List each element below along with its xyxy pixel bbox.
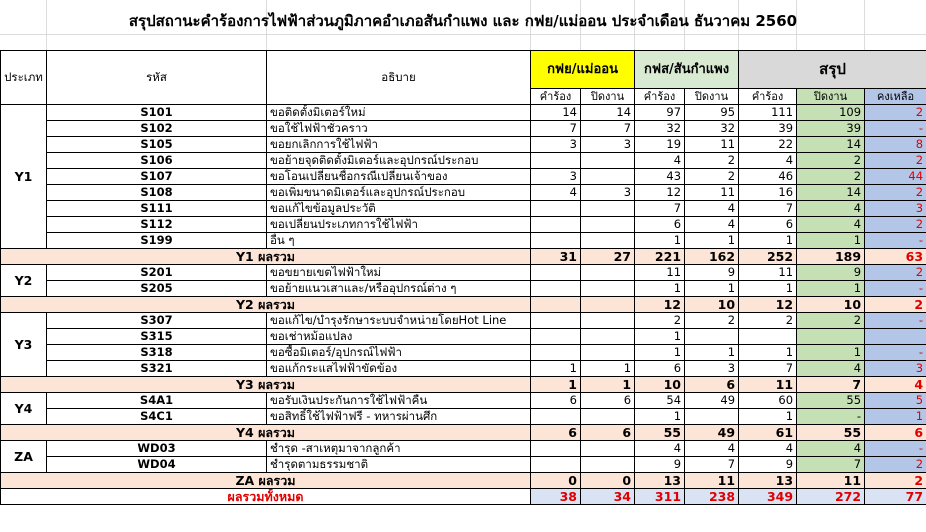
summary-closed: 39 [797,121,865,137]
table-row [1,329,926,345]
office2-closed: 2 [685,313,739,329]
office2-closed: 32 [685,121,739,137]
sub-req: คำร้อง [739,89,797,105]
table-row [1,233,926,249]
summary-requests: 2 [739,313,797,329]
table-row [1,185,926,201]
summary-closed: 4 [797,361,865,377]
code-cell: S4A1 [47,393,267,409]
grand-total-a1: 38 [531,489,581,505]
subtotal-a1: 1 [531,377,581,393]
subtotal-row [1,249,926,265]
office1-requests: 14 [531,105,581,121]
table-row [1,409,926,425]
summary-remaining: 3 [865,361,926,377]
summary-remaining: - [865,233,926,249]
office2-closed: 4 [685,201,739,217]
subtotal-a1: 6 [531,425,581,441]
subtotal-s1: 61 [739,425,797,441]
desc-cell: ขอติดตั้งมิเตอร์ใหม่ [267,105,531,121]
summary-closed: 4 [797,217,865,233]
summary-remaining: - [865,345,926,361]
subtotal-label: Y2 ผลรวม [1,297,531,313]
code-cell: S108 [47,185,267,201]
summary-remaining: 5 [865,393,926,409]
subtotal-s1: 12 [739,297,797,313]
desc-cell: ขอแก้กระแสไฟฟ้าขัดข้อง [267,361,531,377]
desc-cell: ชำรุดตามธรรมชาติ [267,457,531,473]
office2-requests: 2 [635,313,685,329]
subtotal-b1: 12 [635,297,685,313]
summary-requests: 7 [739,361,797,377]
desc-cell: ขอเปลี่ยนประเภทการใช้ไฟฟ้า [267,217,531,233]
office2-requests: 11 [635,265,685,281]
office1-closed [581,457,635,473]
office2-closed [685,409,739,425]
summary-remaining: 2 [865,153,926,169]
office2-requests: 6 [635,217,685,233]
summary-requests: 1 [739,345,797,361]
desc-cell: ขอแก้ไข/บำรุงรักษาระบบจำหน่ายโดยHot Line [267,313,531,329]
subtotal-s3: 6 [865,425,926,441]
office2-closed: 11 [685,185,739,201]
report-title: สรุปสถานะคำร้องการไฟฟ้าส่วนภูมิภาคอำเภอสันกำแพง และ กฟย/แม่ออน ประจำเดือน ธันวาคม 2560 [128,12,798,30]
subtotal-s1: 252 [739,249,797,265]
summary-remaining: 8 [865,137,926,153]
office1-closed [581,441,635,457]
desc-cell: อื่น ๆ [267,233,531,249]
subtotal-label: Y3 ผลรวม [1,377,531,393]
table-row [1,441,926,457]
status-table [0,50,926,505]
office1-closed [581,281,635,297]
subtotal-b1: 221 [635,249,685,265]
office1-requests [531,153,581,169]
desc-cell: ขอย้ายแนวเสาและ/หรืออุปกรณ์ต่าง ๆ [267,281,531,297]
subtotal-a2: 0 [581,473,635,489]
office2-closed: 1 [685,233,739,249]
summary-requests: 1 [739,409,797,425]
subtotal-a2 [581,297,635,313]
office2-requests: 9 [635,457,685,473]
office2-closed: 49 [685,393,739,409]
code-cell: S307 [47,313,267,329]
summary-closed: 1 [797,233,865,249]
office1-requests [531,457,581,473]
code-cell: S318 [47,345,267,361]
subtotal-s2: 55 [797,425,865,441]
office1-requests [531,217,581,233]
summary-requests: 22 [739,137,797,153]
header-row [1,51,926,89]
grand-total-a2: 34 [581,489,635,505]
table-row [1,281,926,297]
code-cell: S199 [47,233,267,249]
header-summary: สรุป [739,51,926,89]
desc-cell: ขอใช้ไฟฟ้าชั่วคราว [267,121,531,137]
code-cell: WD04 [47,457,267,473]
office1-requests: 7 [531,121,581,137]
subtotal-b2: 11 [685,473,739,489]
desc-cell: ขอสิทธิ์ใช้ไฟฟ้าฟรี - ทหารผ่านศึก [267,409,531,425]
office2-closed: 1 [685,281,739,297]
header-type: ประเภท [1,51,47,105]
desc-cell: ขอยกเลิกการใช้ไฟฟ้า [267,137,531,153]
office2-requests: 12 [635,185,685,201]
subtotal-s3: 4 [865,377,926,393]
office2-closed: 2 [685,153,739,169]
sub-req: คำร้อง [531,89,581,105]
subtotal-s3: 2 [865,297,926,313]
office1-closed: 14 [581,105,635,121]
header-office1: กฟย/แม่ออน [531,51,635,89]
table-row [1,137,926,153]
group-type-cell: Y3 [1,313,47,377]
desc-cell: ขอรับเงินประกันการใช้ไฟฟ้าคืน [267,393,531,409]
office1-requests [531,345,581,361]
office2-requests: 4 [635,441,685,457]
grand-total-b2: 238 [685,489,739,505]
summary-closed: 2 [797,153,865,169]
subtotal-a1: 31 [531,249,581,265]
office2-requests: 54 [635,393,685,409]
table-row [1,265,926,281]
summary-remaining: 2 [865,185,926,201]
subtotal-s2: 7 [797,377,865,393]
summary-remaining: 2 [865,105,926,121]
office2-requests: 4 [635,153,685,169]
desc-cell: ขอโอนเปลี่ยนชื่อกรณีเปลี่ยนเจ้าของ [267,169,531,185]
subtotal-a2: 1 [581,377,635,393]
office2-requests: 7 [635,201,685,217]
sub-closed: ปิดงาน [797,89,865,105]
code-cell: S105 [47,137,267,153]
summary-requests: 16 [739,185,797,201]
office2-requests: 6 [635,361,685,377]
office2-requests: 1 [635,409,685,425]
header-desc: อธิบาย [267,51,531,105]
summary-remaining: - [865,281,926,297]
code-cell: S315 [47,329,267,345]
office1-closed: 3 [581,137,635,153]
subtotal-row [1,473,926,489]
office1-closed [581,313,635,329]
group-type-cell: ZA [1,441,47,473]
subtotal-a2: 6 [581,425,635,441]
summary-requests: 7 [739,201,797,217]
subtotal-s2: 189 [797,249,865,265]
desc-cell: ขอย้ายจุดติดตั้งมิเตอร์และอุปกรณ์ประกอบ [267,153,531,169]
subtotal-b2: 162 [685,249,739,265]
office2-requests: 1 [635,281,685,297]
sub-remaining: คงเหลือ [865,89,926,105]
table-row [1,393,926,409]
subtotal-s2: 10 [797,297,865,313]
summary-requests: 6 [739,217,797,233]
office2-requests: 97 [635,105,685,121]
office2-requests: 19 [635,137,685,153]
subtotal-a1 [531,297,581,313]
office2-requests: 43 [635,169,685,185]
subtotal-b2: 10 [685,297,739,313]
table-row [1,217,926,233]
summary-remaining: 2 [865,457,926,473]
sub-closed: ปิดงาน [581,89,635,105]
subtotal-label: ZA ผลรวม [1,473,531,489]
subtotal-a2: 27 [581,249,635,265]
office2-closed: 11 [685,137,739,153]
sub-req: คำร้อง [635,89,685,105]
summary-closed [797,329,865,345]
subtotal-s1: 13 [739,473,797,489]
summary-remaining: 2 [865,265,926,281]
office1-requests [531,409,581,425]
code-cell: S112 [47,217,267,233]
summary-closed: 4 [797,441,865,457]
summary-requests: 60 [739,393,797,409]
subtotal-b2: 49 [685,425,739,441]
summary-closed: 14 [797,185,865,201]
office1-requests: 3 [531,137,581,153]
subtotal-b1: 55 [635,425,685,441]
office2-closed: 3 [685,361,739,377]
summary-remaining [865,329,926,345]
desc-cell: ขอเช่าหม้อแปลง [267,329,531,345]
office2-closed: 4 [685,217,739,233]
code-cell: S205 [47,281,267,297]
subtotal-row [1,425,926,441]
summary-remaining: 1 [865,409,926,425]
subtotal-s3: 63 [865,249,926,265]
office1-requests [531,329,581,345]
code-cell: S111 [47,201,267,217]
table-row [1,121,926,137]
code-cell: S106 [47,153,267,169]
table-row [1,169,926,185]
summary-requests: 4 [739,441,797,457]
summary-closed: 2 [797,169,865,185]
summary-closed: 109 [797,105,865,121]
table-row [1,201,926,217]
subtotal-b2: 6 [685,377,739,393]
summary-requests: 1 [739,281,797,297]
desc-cell: ขอเพิ่มขนาดมิเตอร์และอุปกรณ์ประกอบ [267,185,531,201]
office2-closed: 95 [685,105,739,121]
office2-closed [685,329,739,345]
subtotal-s2: 11 [797,473,865,489]
code-cell: S101 [47,105,267,121]
office2-requests: 1 [635,329,685,345]
group-type-cell: Y4 [1,393,47,425]
summary-remaining: 44 [865,169,926,185]
subtotal-b1: 13 [635,473,685,489]
code-cell: S321 [47,361,267,377]
summary-closed: 4 [797,201,865,217]
desc-cell: ขอแก้ไขข้อมูลประวัติ [267,201,531,217]
summary-closed: 7 [797,457,865,473]
summary-requests [739,329,797,345]
sub-closed: ปิดงาน [685,89,739,105]
code-cell: S102 [47,121,267,137]
table-row [1,457,926,473]
office1-closed [581,217,635,233]
group-type-cell: Y2 [1,265,47,297]
summary-remaining: - [865,121,926,137]
desc-cell: ชำรุด -สาเหตุมาจากลูกค้า [267,441,531,457]
office2-requests: 1 [635,233,685,249]
office1-closed: 7 [581,121,635,137]
table-row [1,313,926,329]
office1-requests [531,281,581,297]
office2-closed: 4 [685,441,739,457]
office1-closed: 6 [581,393,635,409]
office1-requests [531,233,581,249]
code-cell: WD03 [47,441,267,457]
subtotal-s1: 11 [739,377,797,393]
summary-remaining: 3 [865,201,926,217]
office1-requests: 6 [531,393,581,409]
grand-total-s2: 272 [797,489,865,505]
group-type-cell: Y1 [1,105,47,249]
subtotal-label: Y4 ผลรวม [1,425,531,441]
office1-requests [531,441,581,457]
office1-requests [531,313,581,329]
summary-requests: 11 [739,265,797,281]
subtotal-s3: 2 [865,473,926,489]
summary-requests: 39 [739,121,797,137]
grand-total-row [1,489,926,505]
summary-requests: 9 [739,457,797,473]
summary-closed: 2 [797,313,865,329]
summary-closed: 55 [797,393,865,409]
office2-closed: 1 [685,345,739,361]
header-office2: กฟส/สันกำแพง [635,51,739,89]
summary-remaining: - [865,313,926,329]
office1-closed: 1 [581,361,635,377]
subtotal-row [1,297,926,313]
office2-requests: 32 [635,121,685,137]
office1-closed [581,233,635,249]
office2-requests: 1 [635,345,685,361]
desc-cell: ขอขยายเขตไฟฟ้าใหม่ [267,265,531,281]
subtotal-row [1,377,926,393]
header-code: รหัส [47,51,267,105]
office1-closed [581,409,635,425]
desc-cell: ขอซื้อมิเตอร์/อุปกรณ์ไฟฟ้า [267,345,531,361]
code-cell: S201 [47,265,267,281]
code-cell: S107 [47,169,267,185]
office1-closed [581,169,635,185]
office1-requests [531,265,581,281]
summary-requests: 4 [739,153,797,169]
summary-closed: 9 [797,265,865,281]
summary-closed: 1 [797,345,865,361]
office1-closed [581,345,635,361]
office1-closed [581,201,635,217]
office1-requests: 4 [531,185,581,201]
grand-total-s1: 349 [739,489,797,505]
grand-total-s3: 77 [865,489,926,505]
summary-closed: 14 [797,137,865,153]
office1-requests [531,201,581,217]
grand-total-b1: 311 [635,489,685,505]
office1-closed: 3 [581,185,635,201]
subtotal-b1: 10 [635,377,685,393]
table-row [1,105,926,121]
office1-requests: 3 [531,169,581,185]
summary-remaining: 2 [865,217,926,233]
office2-closed: 2 [685,169,739,185]
code-cell: S4C1 [47,409,267,425]
summary-requests: 46 [739,169,797,185]
table-row [1,345,926,361]
table-row [1,153,926,169]
subtotal-a1: 0 [531,473,581,489]
office2-closed: 7 [685,457,739,473]
office1-closed [581,329,635,345]
summary-remaining: - [865,441,926,457]
summary-closed: 1 [797,281,865,297]
summary-requests: 1 [739,233,797,249]
office1-closed [581,265,635,281]
office1-requests: 1 [531,361,581,377]
summary-closed: - [797,409,865,425]
office2-closed: 9 [685,265,739,281]
office1-closed [581,153,635,169]
grand-total-label: ผลรวมทั้งหมด [1,489,531,505]
summary-requests: 111 [739,105,797,121]
subtotal-label: Y1 ผลรวม [1,249,531,265]
table-row [1,361,926,377]
